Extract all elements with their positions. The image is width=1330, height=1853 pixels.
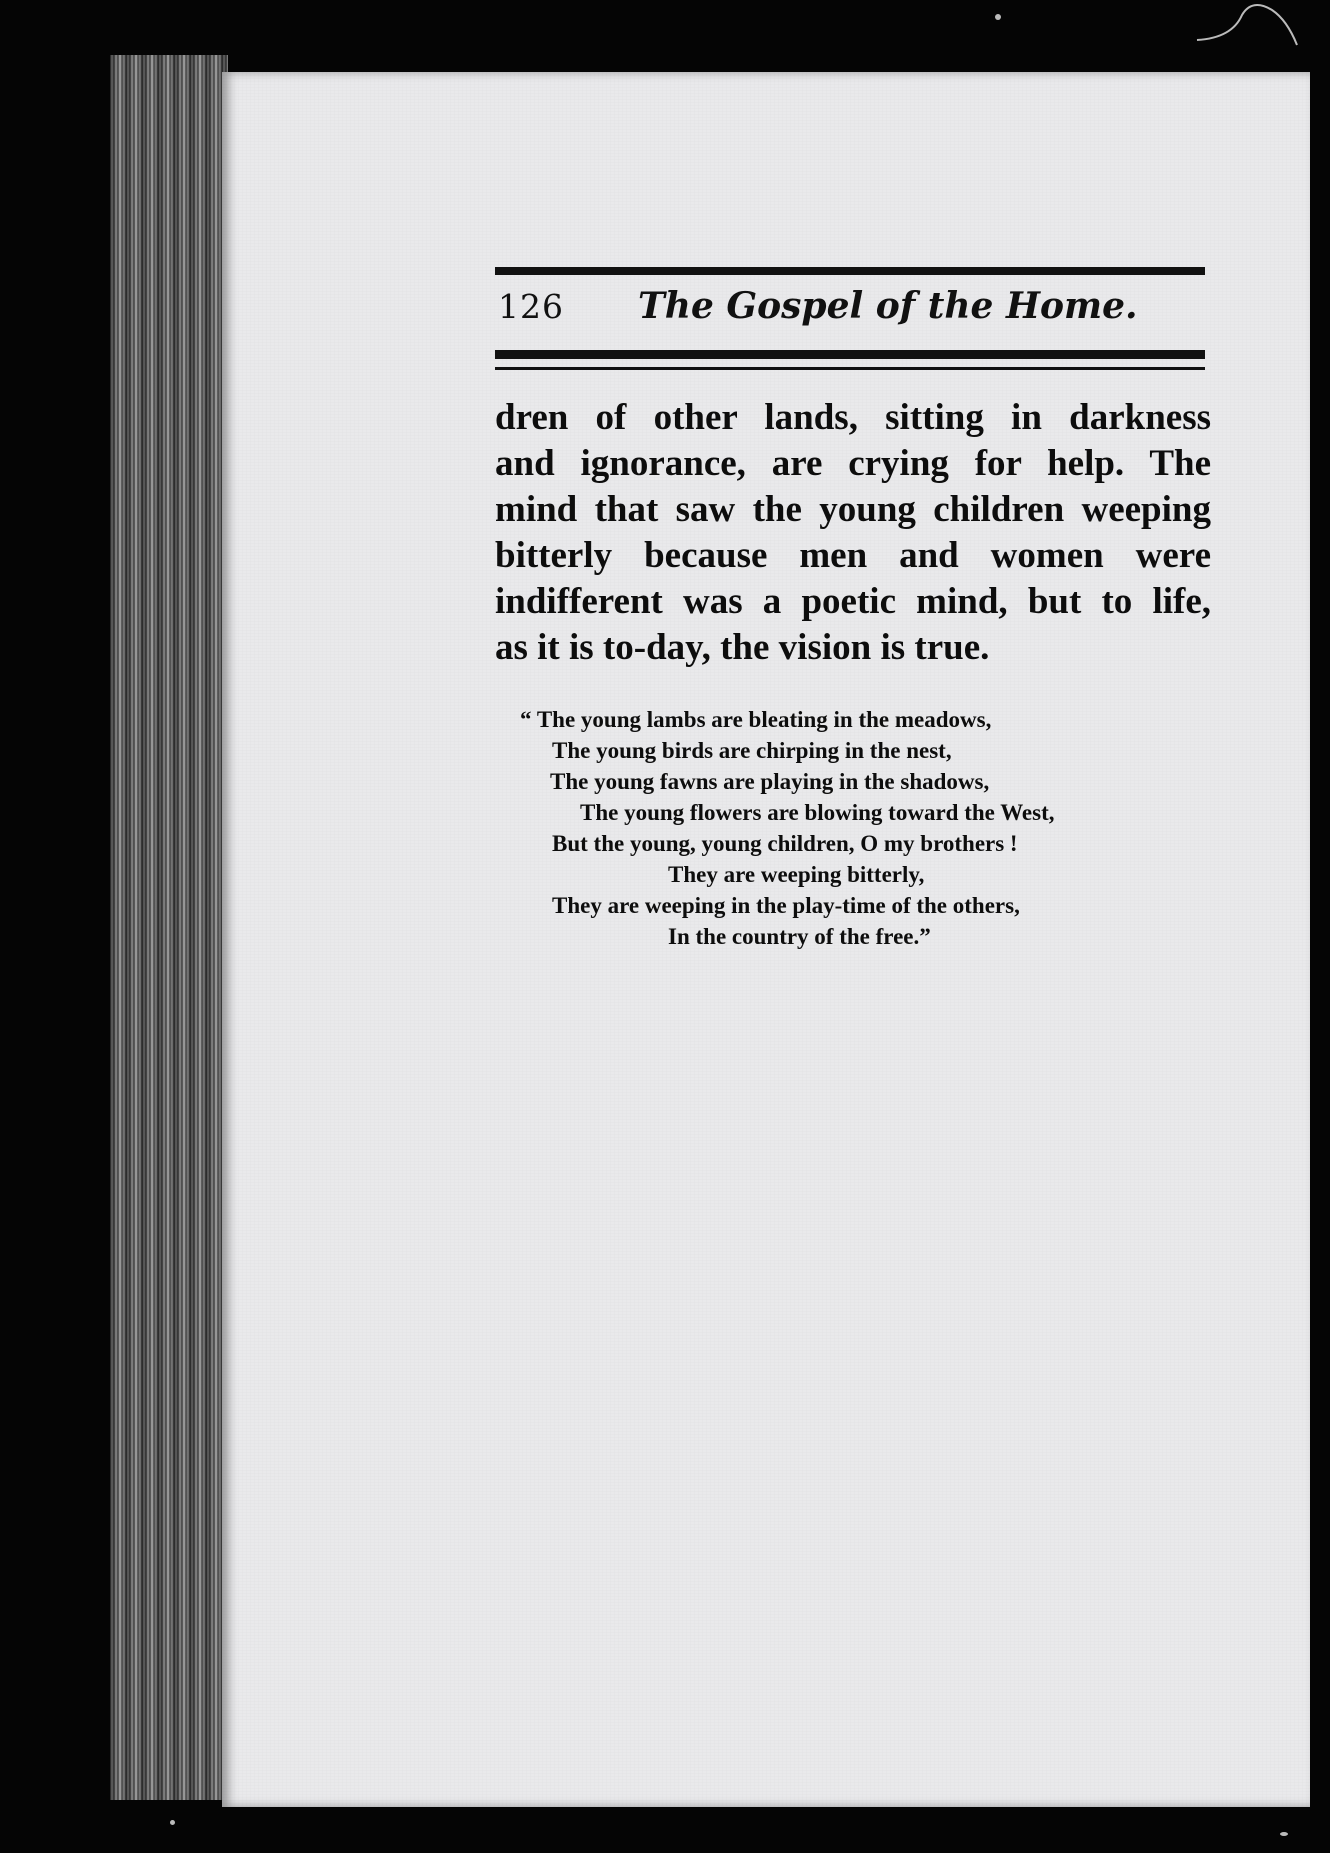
poem-line: “ The young lambs are bleating in the meadows, — [520, 707, 992, 732]
poem-line: In the country of the free.” — [668, 924, 931, 949]
poem-line: The young flowers are blowing toward the West, — [580, 800, 1055, 825]
page-number: 126 — [498, 287, 564, 326]
scan-speck — [995, 14, 1001, 20]
poem-line: They are weeping in the play-time of the others, — [552, 893, 1020, 918]
scan-speck — [170, 1820, 175, 1825]
poem-line: They are weeping bitterly, — [668, 862, 925, 887]
poem-quotation — [520, 704, 1220, 952]
poem-line: The young fawns are playing in the shadows, — [550, 769, 990, 794]
body-line: as it is to-day, the vision is true. — [495, 627, 990, 668]
running-head — [498, 287, 1208, 337]
body-line: dren of other lands, sitting in darkness — [495, 397, 1211, 438]
poem-line: But the young, young children, O my brothers ! — [552, 831, 1018, 856]
header-rule-top — [495, 267, 1205, 275]
corner-curl-mark — [1192, 0, 1302, 55]
body-line: and ignorance, are crying for help. The — [495, 443, 1211, 484]
body-line: mind that saw the young children weeping — [495, 489, 1211, 530]
scan-speck — [1280, 1832, 1288, 1836]
body-paragraph — [495, 395, 1211, 671]
body-line: bitterly because men and women were — [495, 535, 1211, 576]
book-page-edges — [110, 55, 228, 1800]
poem-line: The young birds are chirping in the nest, — [552, 738, 952, 763]
running-title: The Gospel of the Home. — [638, 285, 1138, 327]
body-line: indifferent was a poetic mind, but to life, — [495, 581, 1211, 622]
header-rule-bottom-thin — [495, 367, 1205, 370]
header-rule-bottom — [495, 350, 1205, 359]
